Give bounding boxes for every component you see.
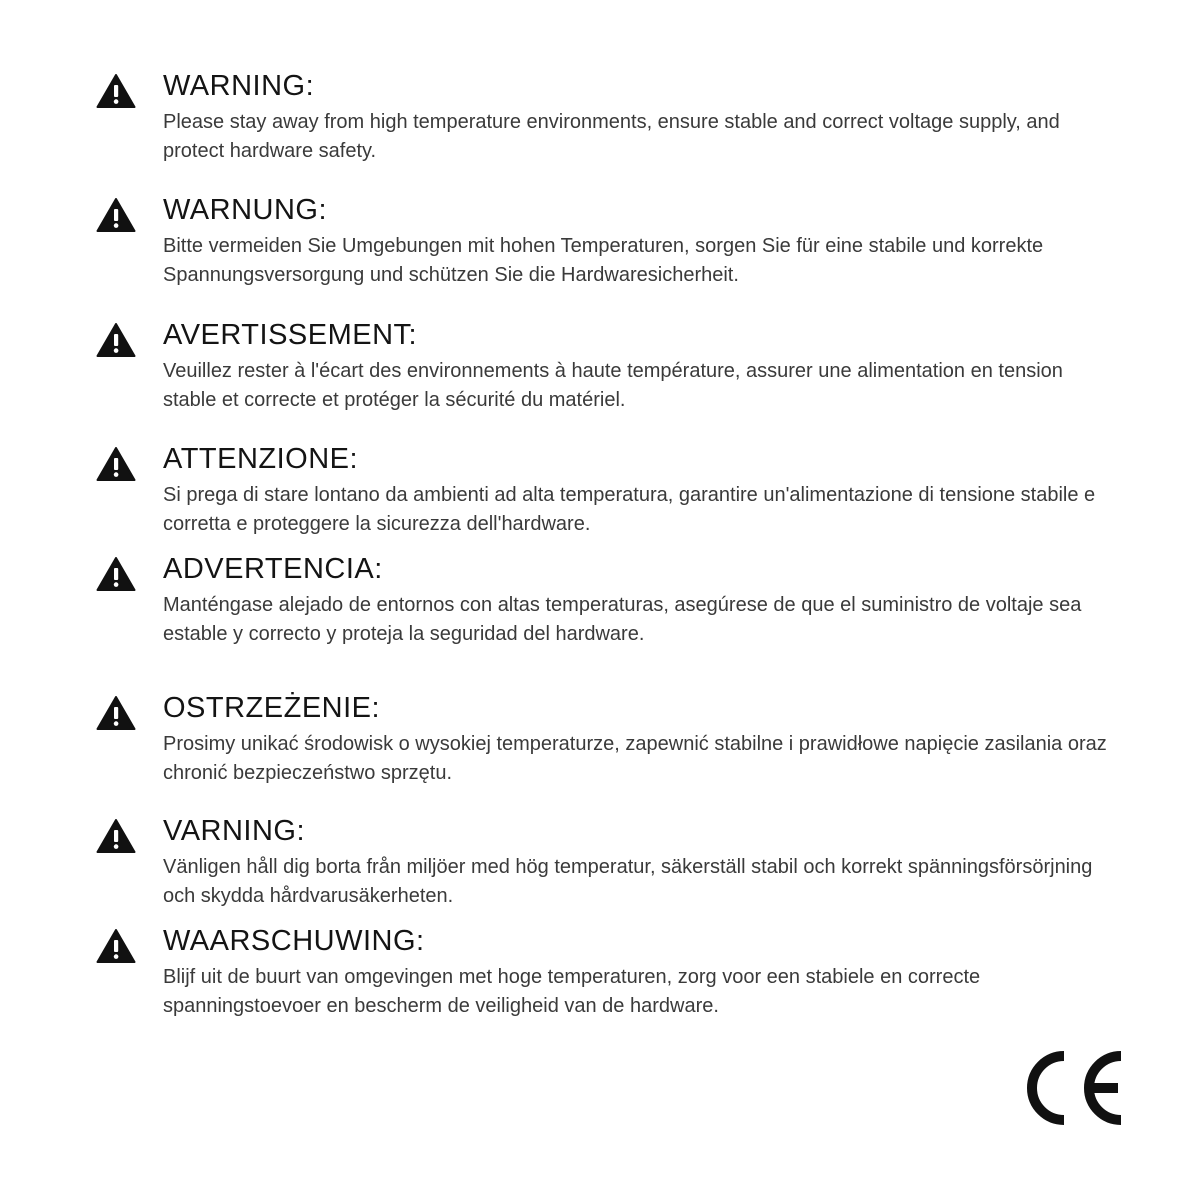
ce-mark [1024, 1048, 1128, 1128]
warning-title: AVERTISSEMENT: [163, 319, 418, 351]
warning-text: Please stay away from high temperature environments, ensure stable and correct voltage supply, and protect hardware safety. [163, 111, 1060, 162]
warning-title: ADVERTENCIA: [163, 553, 383, 585]
warning-triangle-icon [96, 73, 136, 109]
warning-title: WARNUNG: [163, 194, 328, 226]
warning-title: OSTRZEŻENIE: [163, 692, 381, 724]
warning-title: WARNING: [163, 70, 315, 102]
warning-text: Blijf uit de buurt van omgevingen met hoge temperaturen, zorg voor een stabiele en correcte spanningstoevoer en bescherm de veiligheid van de hardware. [163, 966, 981, 1017]
warning-triangle-icon [96, 928, 136, 964]
warning-triangle-icon [96, 446, 136, 482]
warning-text: Prosimy unikać środowisk o wysokiej temperaturze, zapewnić stabilne i prawidłowe napięcie zasilania oraz chronić bezpieczeństwo sprzętu. [163, 733, 1107, 784]
warning-text: Manténgase alejado de entornos con altas temperaturas, asegúrese de que el suministro de voltaje sea estable y correcto y proteja la seguridad del hardware. [163, 594, 1082, 645]
warning-title: WAARSCHUWING: [163, 925, 425, 957]
warning-text: Si prega di stare lontano da ambienti ad alta temperatura, garantire un'alimentazione di tensione stabile e corretta e proteggere la sicurezza dell'hardware. [163, 484, 1096, 535]
warning-text: Veuillez rester à l'écart des environnements à haute température, assurer une alimentation en tension stable et correcte et protéger la sécurité du matériel. [163, 360, 1063, 411]
warning-title: ATTENZIONE: [163, 443, 359, 475]
warning-text: Bitte vermeiden Sie Umgebungen mit hohen Temperaturen, sorgen Sie für eine stabile und korrekte Spannungsversorgung und schützen Sie die Hardwaresicherheit. [163, 235, 1044, 286]
warning-triangle-icon [96, 818, 136, 854]
warning-title: VARNING: [163, 815, 306, 847]
warning-triangle-icon [96, 322, 136, 358]
warning-text: Vänligen håll dig borta från miljöer med hög temperatur, säkerställ stabil och korrekt spänningsförsörjning och skydda hårdvarusäkerheten. [163, 856, 1093, 907]
warning-triangle-icon [96, 556, 136, 592]
warning-triangle-icon [96, 197, 136, 233]
warning-triangle-icon [96, 695, 136, 731]
